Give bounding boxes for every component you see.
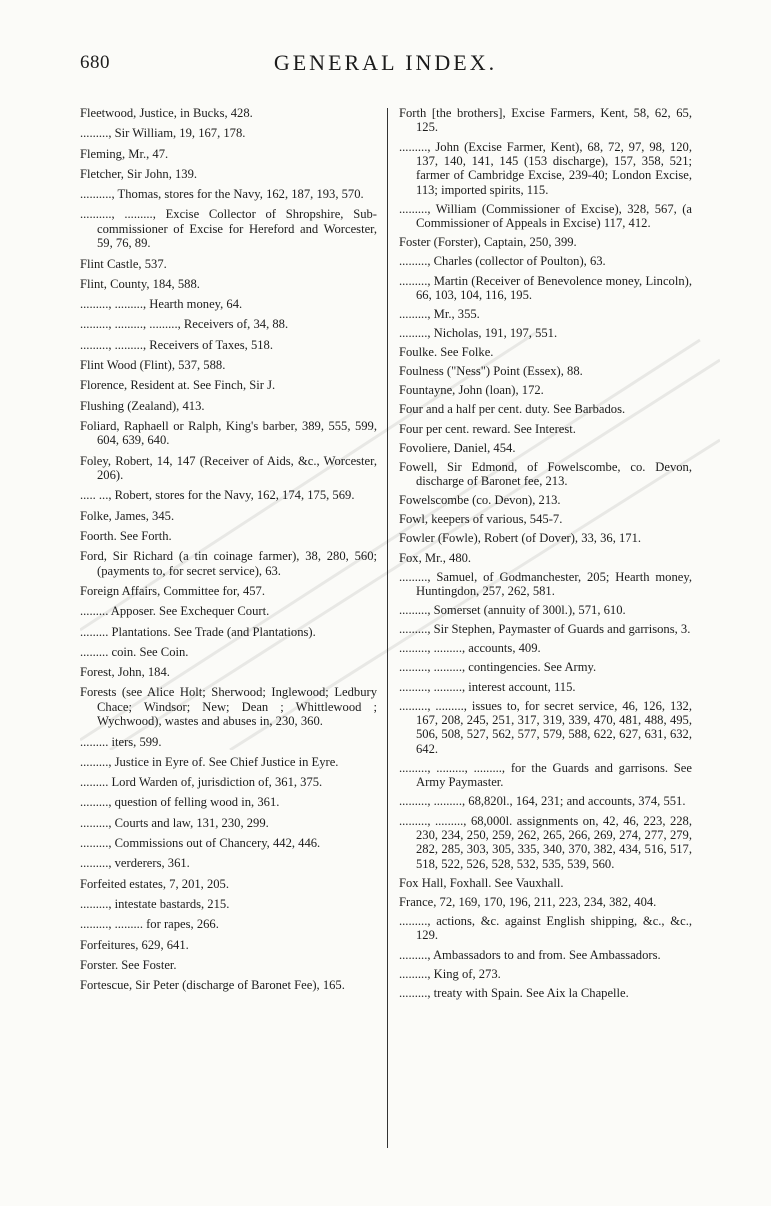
index-entry: Foulke. See Folke. <box>399 345 494 360</box>
index-entry: Ford, Sir Richard (a tin coinage farmer), 38, 280, 560; (payments to, for secret service), 63. <box>80 549 377 578</box>
index-entry: Fleming, Mr., 47. <box>80 146 169 161</box>
index-entry: Forth [the brothers], Excise Farmers, Kent, 58, 62, 65, 125. <box>399 106 692 135</box>
index-entry: ........., ......... for rapes, 266. <box>80 917 219 932</box>
index-entry: ........., ........., interest account, 115. <box>399 679 576 694</box>
index-entry: ........., actions, &c. against English shipping, &c., &c., 129. <box>399 914 692 943</box>
index-entry: ........., ........., ........., for the Guards and garrisons. See Army Paymaster. <box>399 760 692 790</box>
index-entry: ........., Sir Stephen, Paymaster of Guards and garrisons, 3. <box>399 622 691 637</box>
index-entry: ........., ........., Hearth money, 64. <box>80 297 243 312</box>
index-entry: Flint, County, 184, 588. <box>80 276 200 291</box>
index-entry: Forster. See Foster. <box>80 957 177 972</box>
index-entry: Four and a half per cent. duty. See Barbados. <box>399 402 626 417</box>
index-entry: Flushing (Zealand), 413. <box>80 398 205 413</box>
index-entry: Fleetwood, Justice, in Bucks, 428. <box>80 106 253 120</box>
index-entry: Fountayne, John (loan), 172. <box>399 383 544 398</box>
index-entry: ........., ........., contingencies. See Army. <box>399 660 597 675</box>
index-column-left <box>80 106 377 998</box>
index-entry: ........., intestate bastards, 215. <box>80 896 230 911</box>
index-entry: Fletcher, Sir John, 139. <box>80 166 198 181</box>
index-entry: Forest, John, 184. <box>80 665 170 680</box>
index-entry: ........., Martin (Receiver of Benevolence money, Lincoln), 66, 103, 104, 116, 195. <box>399 273 692 302</box>
index-entry: ........., John (Excise Farmer, Kent), 68, 72, 97, 98, 120, 137, 140, 141, 145 (153 discharge), 157, 358, 521; farmer of Cambridge Excise, 239-40; London Excise, 113; imported spirits, 115. <box>399 139 692 197</box>
index-entry: ........., Nicholas, 191, 197, 551. <box>399 326 558 341</box>
index-entry: Fovoliere, Daniel, 454. <box>399 440 516 455</box>
index-entry: Folke, James, 345. <box>80 508 175 523</box>
index-entry: ........., Charles (collector of Poulton), 63. <box>399 254 606 269</box>
index-entry: Forfeited estates, 7, 201, 205. <box>80 876 229 891</box>
index-entry: ........., question of felling wood in, 361. <box>80 795 280 810</box>
index-entry: ........., verderers, 361. <box>80 856 190 871</box>
index-entry: Fox, Mr., 480. <box>399 550 472 565</box>
index-entry: Florence, Resident at. See Finch, Sir J. <box>80 378 276 393</box>
index-entry: Foley, Robert, 14, 147 (Receiver of Aids, &c., Worcester, 206). <box>80 453 377 483</box>
index-entry: ........., Sir William, 19, 167, 178. <box>80 126 246 141</box>
index-entry: Foreign Affairs, Committee for, 457. <box>80 583 265 598</box>
index-entry: ......... Plantations. See Trade (and Plantations). <box>80 624 316 639</box>
index-entry: Flint Castle, 537. <box>80 256 167 271</box>
index-entry: Fox Hall, Foxhall. See Vauxhall. <box>399 875 564 890</box>
index-entry: ........., Commissions out of Chancery, 442, 446. <box>80 836 321 851</box>
index-entry: Fowelscombe (co. Devon), 213. <box>399 493 561 508</box>
index-entry: Foster (Forster), Captain, 250, 399. <box>399 235 577 250</box>
index-entry: France, 72, 169, 170, 196, 211, 223, 234, 382, 404. <box>399 894 657 909</box>
index-entry: Foulness ("Ness") Point (Essex), 88. <box>399 364 583 379</box>
index-entry: ........., ........., accounts, 409. <box>399 641 541 656</box>
index-entry: Fowell, Sir Edmond, of Fowelscombe, co. Devon, discharge of Baronet fee, 213. <box>399 459 692 489</box>
index-entry: .........., Thomas, stores for the Navy, 162, 187, 193, 570. <box>80 187 364 202</box>
index-entry: Fowl, keepers of various, 545-7. <box>399 512 563 527</box>
index-entry: ......... Lord Warden of, jurisdiction of, 361, 375. <box>80 775 323 790</box>
index-entry: Foorth. See Forth. <box>80 528 172 543</box>
index-entry: ......... Apposer. See Exchequer Court. <box>80 604 270 619</box>
index-entry: ........., treaty with Spain. See Aix la Chapelle. <box>399 985 629 1000</box>
index-entry: Four per cent. reward. See Interest. <box>399 421 576 436</box>
index-entry: Forests (see Alice Holt; Sherwood; Inglewood; Ledbury Chace; Windsor; New; Dean ; Whittlewood ; Wychwood), wastes and abuses in, 230, 360. <box>80 685 377 729</box>
index-entry: ........., ........., Receivers of Taxes, 518. <box>80 337 274 352</box>
index-entry: ........., ........., ........., Receivers of, 34, 88. <box>80 317 289 332</box>
index-column-right <box>399 106 692 1005</box>
index-entry: ........., Somerset (annuity of 300l.), 571, 610. <box>399 603 626 618</box>
index-entry: ........., Courts and law, 131, 230, 299. <box>80 815 269 830</box>
index-entry: ......... iters, 599. <box>80 734 162 749</box>
index-entry: ........., Justice in Eyre of. See Chief Justice in Eyre. <box>80 754 339 769</box>
index-entry: ........., Ambassadors to and from. See Ambassadors. <box>399 947 661 962</box>
index-entry: ........., Samuel, of Godmanchester, 205; Hearth money, Huntingdon, 257, 262, 581. <box>399 569 692 599</box>
page-title: GENERAL INDEX. <box>273 50 498 75</box>
index-entry: Fortescue, Sir Peter (discharge of Baronet Fee), 165. <box>80 978 345 993</box>
index-entry: ........., ........., 68,000l. assignments on, 42, 46, 223, 228, 230, 234, 250, 259, 262, 265, 266, 269, 274, 277, 279, 282, 285, 303, 305, 335, 340, 370, 382, 434, 516, 517, 518, 522, 526, 528, 532, 535, 539, 560. <box>399 813 692 871</box>
index-entry: ..... ..., Robert, stores for the Navy, 162, 174, 175, 569. <box>80 488 355 503</box>
page-number: 680 <box>80 52 110 73</box>
index-entry: ........., ........., issues to, for secret service, 46, 126, 132, 167, 208, 245, 251, 317, 319, 339, 470, 481, 488, 495, 506, 508, 527, 562, 577, 579, 588, 622, 627, 631, 632, 642. <box>399 698 692 756</box>
index-entry: ........., William (Commissioner of Excise), 328, 567, (a Commissioner of Appeals in Excise) 117, 412. <box>399 201 692 231</box>
index-entry: Fowler (Fowle), Robert (of Dover), 33, 36, 171. <box>399 531 642 546</box>
index-entry: ......... coin. See Coin. <box>80 644 189 659</box>
index-entry: .........., ........., Excise Collector of Shropshire, Sub-commissioner of Excise for Hereford and Worcester, 59, 76, 89. <box>80 207 377 251</box>
index-entry: Foliard, Raphaell or Ralph, King's barber, 389, 555, 599, 604, 639, 640. <box>80 418 377 448</box>
index-entry: Flint Wood (Flint), 537, 588. <box>80 358 226 373</box>
index-entry: ........., Mr., 355. <box>399 307 480 321</box>
index-entry: ........., King of, 273. <box>399 966 501 981</box>
column-divider <box>387 108 388 1148</box>
index-entry: ........., ........., 68,820l., 164, 231; and accounts, 374, 551. <box>399 794 686 809</box>
index-entry: Forfeitures, 629, 641. <box>80 937 189 952</box>
